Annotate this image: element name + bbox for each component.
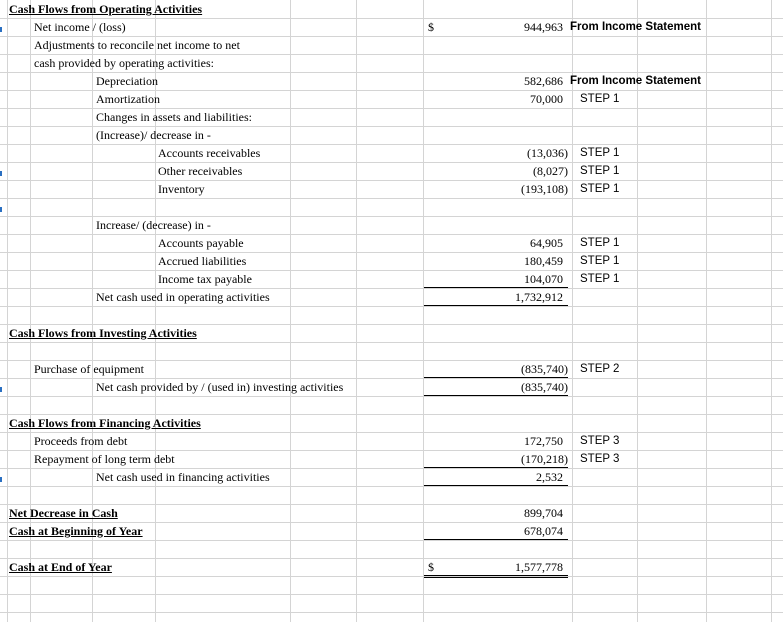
accrued-liabilities-row bbox=[0, 252, 783, 270]
accrued-liabilities-step: STEP 1 bbox=[580, 255, 620, 267]
net-income-currency: $ bbox=[428, 20, 434, 34]
financing-header: Cash Flows from Financing Activities bbox=[9, 416, 201, 430]
accounts-payable-label: Accounts payable bbox=[158, 236, 244, 250]
end-cash-row bbox=[0, 558, 783, 576]
row-marker bbox=[0, 207, 2, 212]
subtotal-rule bbox=[424, 539, 568, 540]
financing-net-cash-label: Net cash used in financing activities bbox=[96, 470, 270, 484]
changes-label: Changes in assets and liabilities: bbox=[96, 110, 252, 124]
operating-net-cash-label: Net cash used in operating activities bbox=[96, 290, 270, 304]
beginning-cash-label: Cash at Beginning of Year bbox=[9, 524, 143, 538]
repayment-debt-step: STEP 3 bbox=[580, 453, 620, 465]
accrued-liabilities-value: 180,459 bbox=[524, 254, 563, 268]
income-tax-payable-row bbox=[0, 270, 783, 288]
decrease-increase-row bbox=[0, 216, 783, 234]
double-underline-top bbox=[424, 575, 568, 576]
financing-header-row bbox=[0, 414, 783, 432]
decrease-increase-label: Increase/ (decrease) in - bbox=[96, 218, 211, 232]
inventory-label: Inventory bbox=[158, 182, 205, 196]
inventory-step: STEP 1 bbox=[580, 183, 620, 195]
income-tax-payable-label: Income tax payable bbox=[158, 272, 252, 286]
accounts-receivables-step: STEP 1 bbox=[580, 147, 620, 159]
accounts-receivables-value: (13,036) bbox=[527, 146, 568, 160]
accounts-payable-step: STEP 1 bbox=[580, 237, 620, 249]
beginning-cash-row bbox=[0, 522, 783, 540]
financing-net-cash-value: 2,532 bbox=[536, 470, 563, 484]
operating-net-cash-row bbox=[0, 288, 783, 306]
investing-net-cash-label: Net cash provided by / (used in) investing activities bbox=[96, 380, 344, 394]
investing-net-cash-row bbox=[0, 378, 783, 396]
amortization-row bbox=[0, 90, 783, 108]
net-decrease-label: Net Decrease in Cash bbox=[9, 506, 118, 520]
accounts-payable-row bbox=[0, 234, 783, 252]
accrued-liabilities-label: Accrued liabilities bbox=[158, 254, 247, 268]
investing-net-cash-value: (835,740) bbox=[521, 380, 568, 394]
increase-decrease-row bbox=[0, 126, 783, 144]
adjustments-label-1: Adjustments to reconcile net income to net bbox=[34, 38, 240, 52]
repayment-debt-value: (170,218) bbox=[521, 452, 568, 466]
other-receivables-row bbox=[0, 162, 783, 180]
repayment-debt-label: Repayment of long term debt bbox=[34, 452, 175, 466]
proceeds-debt-label: Proceeds from debt bbox=[34, 434, 128, 448]
other-receivables-value: (8,027) bbox=[533, 164, 568, 178]
inventory-row bbox=[0, 180, 783, 198]
proceeds-debt-step: STEP 3 bbox=[580, 435, 620, 447]
amortization-value: 70,000 bbox=[530, 92, 563, 106]
total-rule bbox=[424, 305, 568, 306]
other-receivables-step: STEP 1 bbox=[580, 165, 620, 177]
inventory-value: (193,108) bbox=[521, 182, 568, 196]
operating-net-cash-value: 1,732,912 bbox=[515, 290, 563, 304]
total-rule bbox=[424, 395, 568, 396]
investing-header-row bbox=[0, 324, 783, 342]
end-cash-value: 1,577,778 bbox=[515, 560, 563, 574]
net-decrease-row bbox=[0, 504, 783, 522]
income-tax-payable-value: 104,070 bbox=[524, 272, 563, 286]
purchase-equipment-label: Purchase of equipment bbox=[34, 362, 144, 376]
total-rule bbox=[424, 485, 568, 486]
net-income-value: 944,963 bbox=[524, 20, 563, 34]
increase-decrease-label: (Increase)/ decrease in - bbox=[96, 128, 211, 142]
accounts-payable-value: 64,905 bbox=[530, 236, 563, 250]
income-tax-payable-step: STEP 1 bbox=[580, 273, 620, 285]
adjustments-label-2: cash provided by operating activities: bbox=[34, 56, 214, 70]
depreciation-value: 582,686 bbox=[524, 74, 563, 88]
financing-net-cash-row bbox=[0, 468, 783, 486]
purchase-equipment-row bbox=[0, 360, 783, 378]
net-income-label: Net income / (loss) bbox=[34, 20, 126, 34]
operating-header: Cash Flows from Operating Activities bbox=[9, 2, 203, 16]
depreciation-source: From Income Statement bbox=[570, 75, 701, 87]
net-income-source: From Income Statement bbox=[570, 21, 701, 33]
amortization-step: STEP 1 bbox=[580, 93, 620, 105]
depreciation-label: Depreciation bbox=[96, 74, 158, 88]
purchase-equipment-step: STEP 2 bbox=[580, 363, 620, 375]
other-receivables-label: Other receivables bbox=[158, 164, 243, 178]
double-underline-bottom bbox=[424, 577, 568, 578]
end-cash-label: Cash at End of Year bbox=[9, 560, 112, 574]
operating-header-row bbox=[0, 0, 783, 18]
net-decrease-value: 899,704 bbox=[524, 506, 563, 520]
net-income-row bbox=[0, 18, 783, 36]
proceeds-debt-row bbox=[0, 432, 783, 450]
accounts-receivables-label: Accounts receivables bbox=[158, 146, 261, 160]
adjustments-row-2 bbox=[0, 54, 783, 72]
investing-header: Cash Flows from Investing Activities bbox=[9, 326, 197, 340]
adjustments-row-1 bbox=[0, 36, 783, 54]
proceeds-debt-value: 172,750 bbox=[524, 434, 563, 448]
repayment-debt-row bbox=[0, 450, 783, 468]
depreciation-row bbox=[0, 72, 783, 90]
changes-row bbox=[0, 108, 783, 126]
end-cash-currency: $ bbox=[428, 560, 434, 574]
accounts-receivables-row bbox=[0, 144, 783, 162]
amortization-label: Amortization bbox=[96, 92, 160, 106]
purchase-equipment-value: (835,740) bbox=[521, 362, 568, 376]
beginning-cash-value: 678,074 bbox=[524, 524, 563, 538]
